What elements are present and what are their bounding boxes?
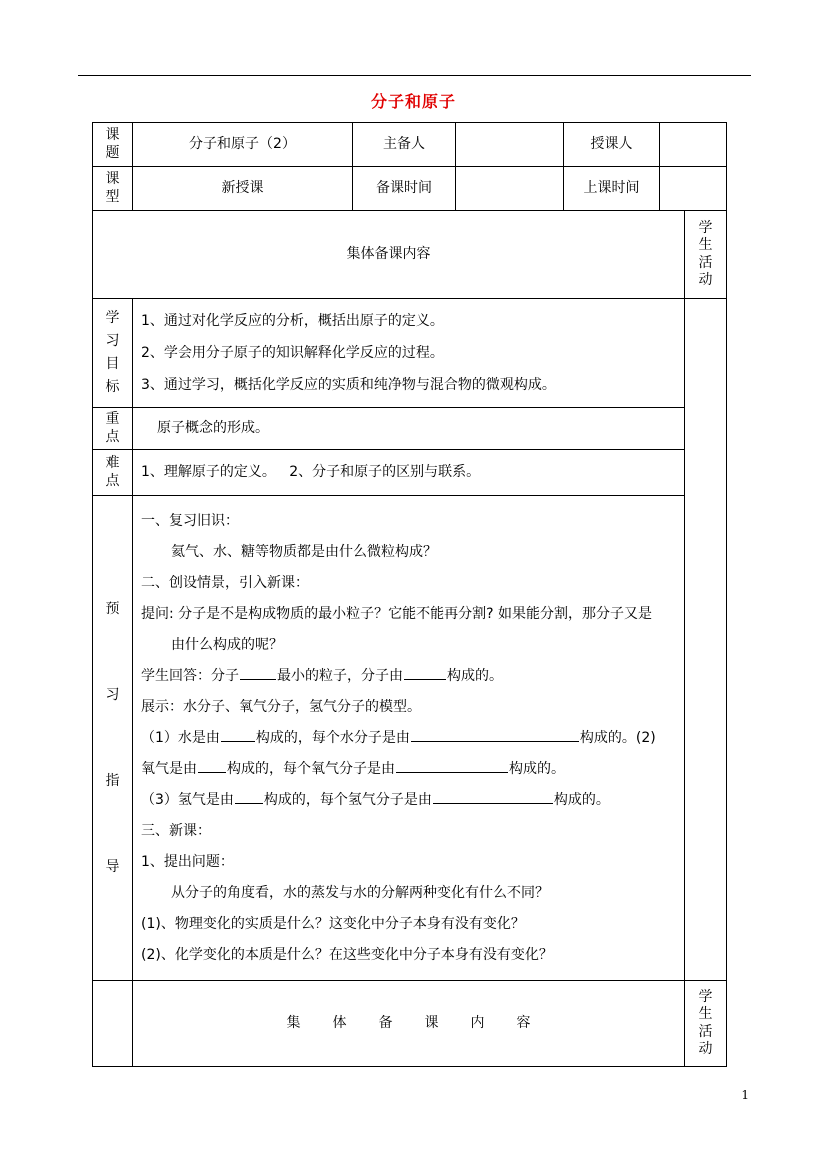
hydrogen-blank-2[interactable] bbox=[433, 789, 553, 804]
student-answer-line: 学生回答：分子 最小的粒子，分子由 构成的。 bbox=[141, 661, 676, 692]
content-header-row bbox=[93, 211, 727, 299]
header-row-topic bbox=[93, 123, 727, 167]
question-line-2: 由什么构成的呢？ bbox=[171, 637, 283, 653]
header-rule bbox=[78, 75, 751, 76]
water-blank-1[interactable] bbox=[221, 727, 255, 742]
topic-label: 课 题 bbox=[93, 123, 133, 167]
key-point-row bbox=[93, 408, 727, 450]
collective-prep-content-label: 集体备课内容 bbox=[93, 211, 685, 299]
lesson-type-value: 新授课 bbox=[133, 167, 353, 211]
oxygen-blank-1[interactable] bbox=[198, 758, 226, 773]
model-show-line: 展示：水分子、氧气分子，氢气分子的模型。 bbox=[141, 699, 421, 715]
preview-guide-label: 预 习 指 导 bbox=[93, 496, 133, 981]
header-row-type bbox=[93, 167, 727, 211]
key-point-text: 原子概念的形成。 bbox=[133, 408, 685, 450]
question-line-1: 提问: 分子是不是构成物质的最小粒子？它能不能再分割? 如果能分割，那分子又是 bbox=[141, 606, 653, 622]
lesson-plan-table bbox=[92, 122, 727, 1067]
prep-time-value[interactable] bbox=[456, 167, 564, 211]
footer-section-row bbox=[93, 981, 727, 1067]
preview-guide-content bbox=[133, 496, 685, 981]
objective-item: 1、通过对化学反应的分析，概括出原子的定义。 bbox=[141, 313, 444, 329]
class-time-value[interactable] bbox=[660, 167, 727, 211]
hydrogen-line: （3）氢气是由 构成的，每个氢气分子是由 构成的。 bbox=[141, 785, 676, 816]
review-question: 氦气、水、糖等物质都是由什么微粒构成？ bbox=[171, 544, 437, 560]
difficulty-label: 难 点 bbox=[93, 450, 133, 496]
new-lesson-heading: 三、新课： bbox=[141, 823, 211, 839]
difficulty-text: 1、理解原子的定义。 2、分子和原子的区别与联系。 bbox=[133, 450, 685, 496]
teacher-label: 授课人 bbox=[564, 123, 660, 167]
oxygen-blank-2[interactable] bbox=[396, 758, 508, 773]
objectives-label: 学 习 目 标 bbox=[93, 299, 133, 408]
lesson-type-label: 课 型 bbox=[93, 167, 133, 211]
oxygen-line: 氧气是由 构成的，每个氧气分子是由 构成的。 bbox=[141, 754, 676, 785]
key-point-label: 重 点 bbox=[93, 408, 133, 450]
student-activity-label: 学 生 活 动 bbox=[685, 211, 727, 299]
footer-section-empty-cell bbox=[93, 981, 133, 1067]
ask-heading: 1、提出问题： bbox=[141, 854, 234, 870]
ask-item-2: (2)、化学变化的本质是什么？在这些变化中分子本身有没有变化？ bbox=[141, 947, 553, 963]
objective-item: 3、通过学习，概括化学反应的实质和纯净物与混合物的微观构成。 bbox=[141, 377, 556, 393]
document-title: 分子和原子 bbox=[370, 92, 456, 111]
collective-prep-content-spaced: 集体备课内容 bbox=[133, 981, 685, 1067]
class-time-label: 上课时间 bbox=[564, 167, 660, 211]
ask-item-1: (1)、物理变化的实质是什么？这变化中分子本身有没有变化？ bbox=[141, 916, 525, 932]
answer-blank-2[interactable] bbox=[404, 665, 446, 680]
page-number: 1 bbox=[741, 1088, 749, 1102]
student-activity-label-footer: 学 生 活 动 bbox=[685, 981, 727, 1067]
review-heading: 一、复习旧识： bbox=[141, 513, 239, 529]
water-line: （1）水是由 构成的，每个水分子是由 构成的。(2) bbox=[141, 723, 676, 754]
student-activity-column[interactable] bbox=[685, 299, 727, 981]
lead-preparer-label: 主备人 bbox=[353, 123, 456, 167]
hydrogen-blank-1[interactable] bbox=[235, 789, 263, 804]
scenario-heading: 二、创设情景，引入新课： bbox=[141, 575, 309, 591]
preview-guide-row bbox=[93, 496, 727, 981]
water-blank-2[interactable] bbox=[411, 727, 579, 742]
teacher-value[interactable] bbox=[660, 123, 727, 167]
objectives-row bbox=[93, 299, 727, 408]
topic-value: 分子和原子（2） bbox=[133, 123, 353, 167]
ask-main: 从分子的角度看，水的蒸发与水的分解两种变化有什么不同？ bbox=[171, 885, 549, 901]
lead-preparer-value[interactable] bbox=[456, 123, 564, 167]
difficulty-row bbox=[93, 450, 727, 496]
answer-blank-1[interactable] bbox=[240, 665, 276, 680]
prep-time-label: 备课时间 bbox=[353, 167, 456, 211]
objectives-content bbox=[133, 299, 685, 408]
objective-item: 2、学会用分子原子的知识解释化学反应的过程。 bbox=[141, 345, 444, 361]
